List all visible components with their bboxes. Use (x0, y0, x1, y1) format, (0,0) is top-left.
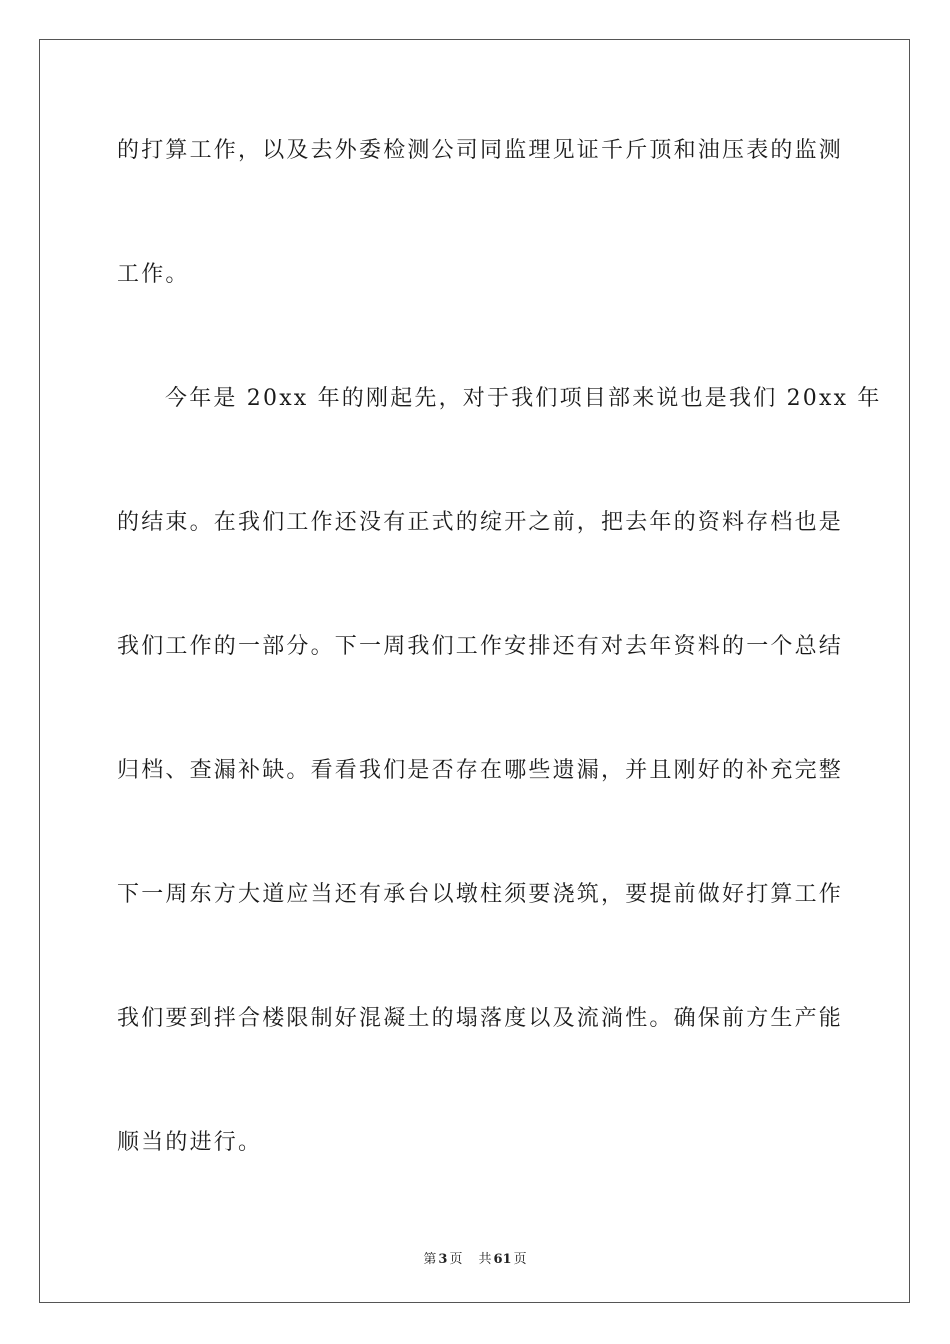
total-prefix: 共 (478, 1252, 492, 1267)
page-suffix: 页 (449, 1252, 463, 1267)
body-line: 的结束。在我们工作还没有正式的绽开之前，把去年的资料存档也是 (117, 510, 844, 535)
page-footer (0, 1248, 950, 1267)
total-page-count: 61 (493, 1252, 512, 1267)
body-line: 顺当的进行。 (117, 1130, 263, 1155)
body-line-paragraph-start: 今年是 20xx 年的刚起先，对于我们项目部来说也是我们 20xx 年 (165, 386, 882, 411)
body-line: 下一周东方大道应当还有承台以墩柱须要浇筑，要提前做好打算工作 (117, 882, 844, 907)
current-page-number: 3 (438, 1252, 448, 1267)
body-line: 的打算工作，以及去外委检测公司同监理见证千斤顶和油压表的监测 (117, 138, 844, 163)
document-body (117, 124, 882, 1240)
body-line: 工作。 (117, 262, 190, 287)
total-suffix: 页 (513, 1252, 527, 1267)
body-line: 归档、查漏补缺。看看我们是否存在哪些遗漏，并且刚好的补充完整 (117, 758, 844, 783)
body-line: 我们要到拌合楼限制好混凝土的塌落度以及流淌性。确保前方生产能 (117, 1006, 844, 1031)
body-line: 我们工作的一部分。下一周我们工作安排还有对去年资料的一个总结 (117, 634, 844, 659)
page-prefix: 第 (423, 1252, 437, 1267)
